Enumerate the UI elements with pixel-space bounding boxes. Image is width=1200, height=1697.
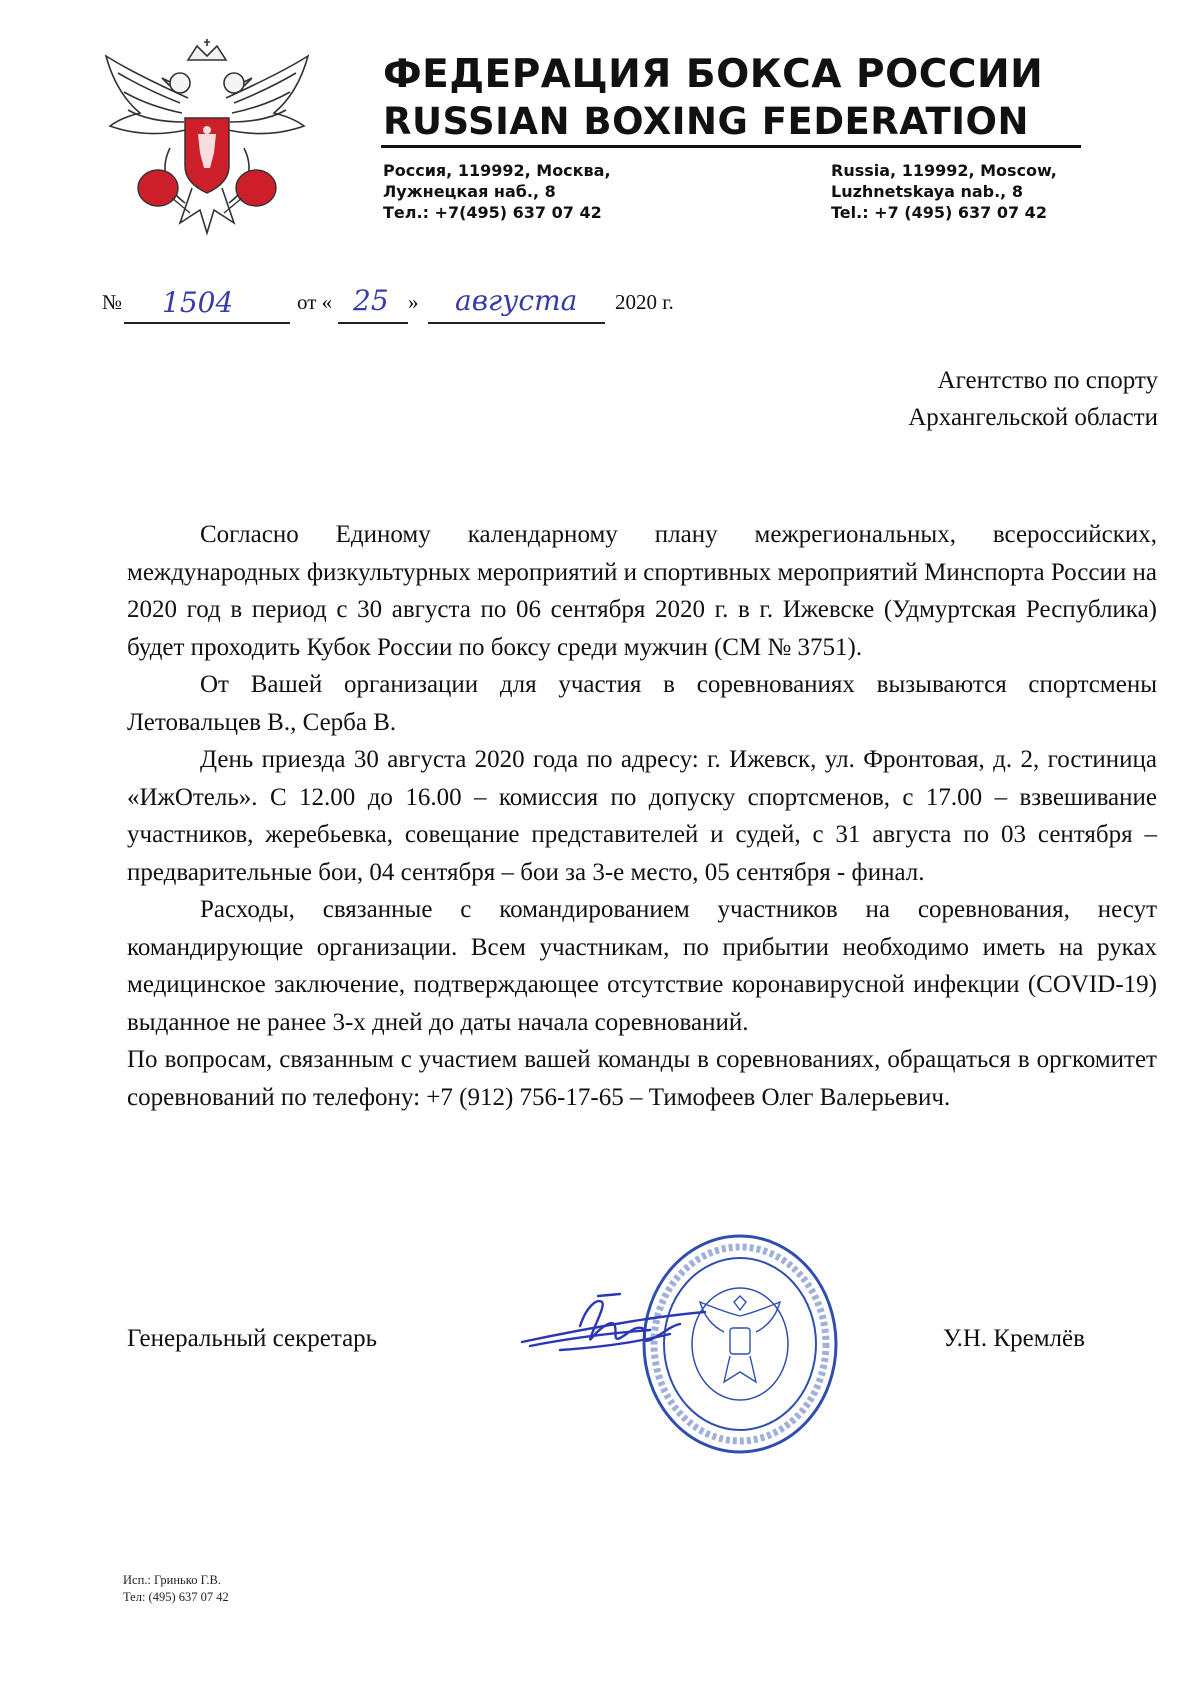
handwritten-signature-icon (520, 1290, 710, 1370)
address-en (831, 160, 1057, 223)
executor-name: Исп.: Гринько Г.В. (123, 1573, 221, 1587)
body-paragraph: По вопросам, связанным с участием вашей команды в соревнованиях, обращаться в оргкомитет соревнований по телефону: +7 (912) 756-17-65 – Тимофеев Олег Валерьевич. (127, 1046, 1157, 1111)
day-close-quote: » (408, 290, 419, 314)
handwritten-number: 1504 (162, 286, 234, 319)
addressee-line: Архангельской области (908, 404, 1158, 431)
handwritten-day: 25 (353, 284, 389, 317)
addressee-line: Агентство по спорту (937, 367, 1158, 394)
body-paragraph: Расходы, связанные с командированием участников на соревнования, несут командирующие организации. Всем участникам, по прибытии необходимо иметь на руках медицинское заключение, подтверждающее отсутствие коронавирусной инфекции (COVID-19) выданное не ранее 3-х дней до даты начала соревнований. (127, 896, 1157, 1036)
letter-body (127, 516, 1157, 1116)
signatory-name: У.Н. Кремлёв (943, 1325, 1085, 1352)
signatory-title: Генеральный секретарь (127, 1325, 378, 1352)
letterhead-divider (381, 145, 1081, 148)
org-name-en: RUSSIAN BOXING FEDERATION (383, 100, 1029, 143)
address-ru-line: Лужнецкая наб., 8 (383, 182, 556, 201)
body-paragraph: День приезда 30 августа 2020 года по адресу: г. Ижевск, ул. Фронтовая, д. 2, гостиница «ИжОтель». С 12.00 до 16.00 – комиссия по допуску спортсменов, с 17.00 – взвешивание участников, жеребьевка, совещание представителей и судей, с 31 августа по 03 сентября – предварительные бои, 04 сентября – бои за 3-е место, 05 сентября - финал. (127, 746, 1157, 886)
handwritten-month: августа (455, 284, 578, 317)
number-underline (124, 322, 290, 324)
address-ru-line: Тел.: +7(495) 637 07 42 (383, 203, 602, 222)
addressee-block (908, 362, 1158, 436)
body-paragraph: От Вашей организации для участия в соревнованиях вызываются спортсмены Летовальцев В., Серба В. (127, 671, 1157, 736)
executor-phone: Тел: (495) 637 07 42 (123, 1590, 229, 1604)
address-ru-line: Россия, 119992, Москва, (383, 161, 611, 180)
from-label: от « (297, 290, 333, 314)
footer-executor-info (123, 1572, 229, 1606)
year-text: 2020 г. (615, 290, 674, 314)
body-paragraph: Согласно Единому календарному плану межрегиональных, всероссийских, международных физкультурных мероприятий и спортивных мероприятий Минспорта России на 2020 год в период с 30 августа по 06 сентября 2020 г. в г. Ижевске (Удмуртская Республика) будет проходить Кубок России по боксу среди мужчин (СМ № 3751). (127, 521, 1157, 661)
address-ru (383, 160, 611, 223)
month-underline (428, 322, 605, 324)
address-en-line: Russia, 119992, Moscow, (831, 161, 1057, 180)
day-underline (338, 322, 408, 324)
address-en-line: Luzhnetskaya nab., 8 (831, 182, 1023, 201)
org-name-ru: ФЕДЕРАЦИЯ БОКСА РОССИИ (383, 52, 1044, 97)
number-label: № (102, 290, 123, 314)
address-en-line: Tel.: +7 (495) 637 07 42 (831, 203, 1047, 222)
double-headed-eagle-emblem-icon (100, 38, 315, 248)
